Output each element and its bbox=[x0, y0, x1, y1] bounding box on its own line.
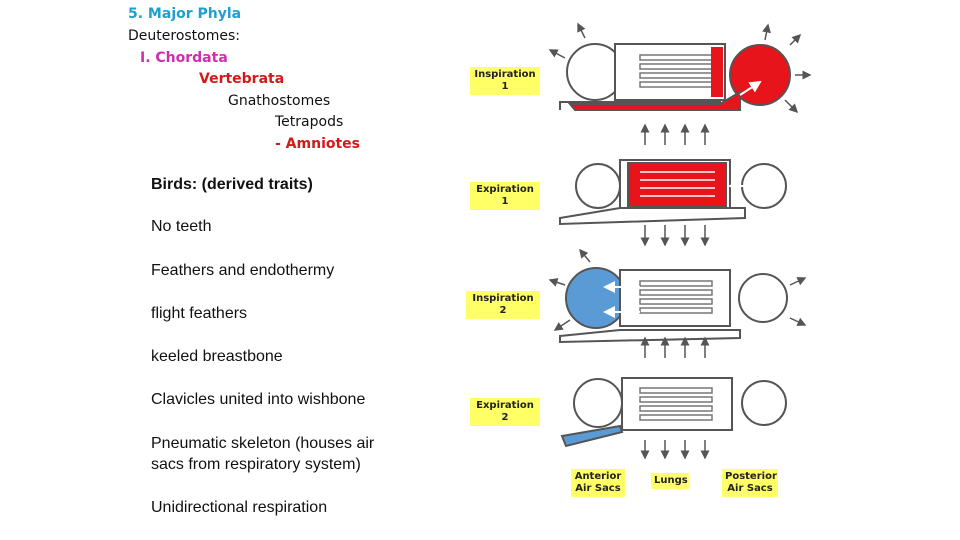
taxon-amniotes: - Amniotes bbox=[275, 136, 361, 152]
stage-inspiration-2 bbox=[550, 250, 805, 358]
stage-expiration-2 bbox=[562, 378, 786, 458]
trait-item: keeled breastbone bbox=[151, 348, 283, 365]
taxon-vertebrata: Vertebrata bbox=[199, 71, 285, 87]
label-inspiration-1: Inspiration 1 bbox=[470, 67, 540, 95]
taxon-tetrapods: Tetrapods bbox=[275, 114, 344, 130]
trait-item: Feathers and endothermy bbox=[151, 262, 335, 279]
legend-anterior-air-sacs: Anterior Air Sacs bbox=[571, 469, 625, 497]
legend-posterior-air-sacs: Posterior Air Sacs bbox=[722, 469, 778, 497]
trait-item: Pneumatic skeleton (houses air sacs from respiratory system) bbox=[151, 435, 375, 473]
taxon-deuterostomes: Deuterostomes: bbox=[128, 28, 240, 44]
trait-item: flight feathers bbox=[151, 305, 248, 322]
taxon-gnathostomes: Gnathostomes bbox=[228, 93, 331, 109]
label-inspiration-2: Inspiration 2 bbox=[466, 291, 540, 319]
label-expiration-2: Expiration 2 bbox=[470, 398, 540, 426]
label-expiration-1: Expiration 1 bbox=[470, 182, 540, 210]
trait-item: No teeth bbox=[151, 218, 212, 235]
trait-item: Clavicles united into wishbone bbox=[151, 391, 366, 408]
birds-heading: Birds: (derived traits) bbox=[151, 176, 313, 193]
stage-expiration-1 bbox=[560, 160, 786, 245]
slide-title: 5. Major Phyla bbox=[128, 6, 242, 22]
stage-inspiration-1 bbox=[550, 24, 810, 145]
taxon-chordata: I. Chordata bbox=[140, 50, 228, 66]
trait-item: Unidirectional respiration bbox=[151, 499, 328, 516]
legend-lungs: Lungs bbox=[651, 473, 689, 489]
